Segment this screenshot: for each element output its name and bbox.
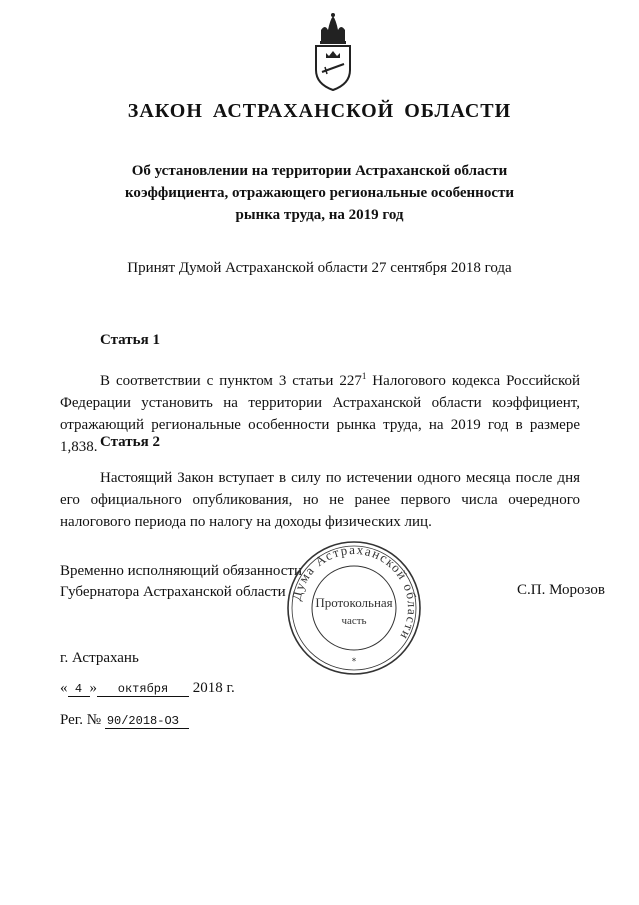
subtitle-line: Об установлении на территории Астраханской области <box>131 163 508 179</box>
reg-label: Рег. № <box>60 712 102 728</box>
date-quote-close: » <box>89 680 97 696</box>
stamp-star-icon: * <box>351 657 357 667</box>
law-subtitle <box>0 160 639 226</box>
law-title: ЗАКОН АСТРАХАНСКОЙ ОБЛАСТИ <box>127 100 512 122</box>
duma-stamp <box>286 540 422 676</box>
adoption-note: Принят Думой Астраханской области 27 сентября 2018 года <box>127 260 512 276</box>
stamp-ring-text: Дума Астраханской области <box>288 541 421 644</box>
coat-of-arms-icon <box>308 12 358 92</box>
signer-position-line: Временно исполняющий обязанности <box>60 563 303 579</box>
article-1-heading: Статья 1 <box>100 332 160 348</box>
reg-number: 90/2018-ОЗ <box>105 714 189 729</box>
date-month: октября <box>97 682 189 697</box>
subtitle-line: рынка труда, на 2019 год <box>235 207 404 223</box>
date-quote-open: « <box>60 680 68 696</box>
signer-position-line: Губернатора Астраханской области <box>60 584 286 600</box>
svg-text:Дума Астраханской области <box>288 542 420 643</box>
article-2-text: Настоящий Закон вступает в силу по истечении одного месяца после дня его официального опубликования, но не ранее первого числа очередного налогового периода по налогу на доходы физических лиц. <box>60 470 580 530</box>
signer-name: С.П. Морозов <box>517 582 605 598</box>
signing-date <box>60 680 235 697</box>
date-year: 2018 г. <box>192 680 235 696</box>
city: г. Астрахань <box>60 650 139 666</box>
subtitle-line: коэффициента, отражающего региональные особенности <box>124 185 514 201</box>
article-number-superscript: 1 <box>361 371 367 381</box>
stamp-center-line: часть <box>341 615 367 627</box>
registration <box>60 712 189 729</box>
date-day: 4 <box>68 682 90 697</box>
signer-position <box>60 561 302 603</box>
article-2-heading: Статья 2 <box>100 434 160 450</box>
article-1-text-part: Налогового кодекса Российской Федерации установить на территории Астраханской области коэффициент, отражающий региональные особенности рынка труда, на 2019 год в размере 1,838. <box>60 373 580 455</box>
stamp-center-line: Протокольная <box>315 595 393 610</box>
article-1-text-part: В соответствии с пунктом 3 статьи 227 <box>100 373 362 389</box>
